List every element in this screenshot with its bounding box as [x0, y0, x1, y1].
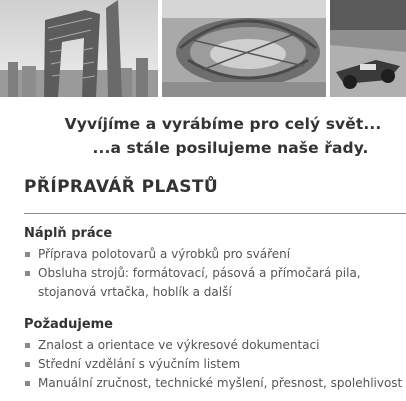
list-item	[24, 374, 402, 393]
list-item	[24, 245, 361, 264]
race-car-photo	[330, 0, 406, 97]
list-item-text: Střední vzdělání s výučním listem	[38, 357, 241, 371]
slogan-line-1: Vyvíjíme a vyrábíme pro celý svět...	[64, 115, 382, 133]
header-photo-strip	[0, 0, 406, 97]
job-duties-list	[24, 245, 361, 302]
list-item-text: stojanová vrtačka, hoblík a další	[38, 285, 232, 299]
list-item-text: Příprava polotovarů a výrobků pro sváření	[38, 247, 291, 261]
slogan-line-2: ...a stále posilujeme naše řady.	[92, 139, 369, 157]
list-item	[24, 355, 402, 374]
requirements-list	[24, 336, 402, 393]
job-title: PŘÍPRAVÁŘ PLASTŮ	[24, 177, 219, 197]
list-item	[24, 264, 361, 283]
stadium-photo	[162, 0, 326, 97]
section-heading-requirements: Požadujeme	[24, 317, 113, 332]
city-towers-photo	[0, 0, 158, 97]
list-item-text: Znalost a orientace ve výkresové dokumentaci	[38, 338, 320, 352]
list-item-text: Obsluha strojů: formátovací, pásová a přímočará pila,	[38, 266, 361, 280]
list-item-continuation	[24, 283, 361, 302]
divider	[24, 213, 406, 214]
bullet-square-icon	[25, 252, 30, 257]
bullet-square-icon	[25, 362, 30, 367]
section-heading-job-duties: Náplň práce	[24, 226, 113, 241]
bullet-square-icon	[25, 381, 30, 386]
list-item	[24, 336, 402, 355]
bullet-square-icon	[25, 343, 30, 348]
list-item-text: Manuální zručnost, technické myšlení, přesnost, spolehlivost	[38, 376, 403, 390]
bullet-square-icon	[25, 271, 30, 276]
